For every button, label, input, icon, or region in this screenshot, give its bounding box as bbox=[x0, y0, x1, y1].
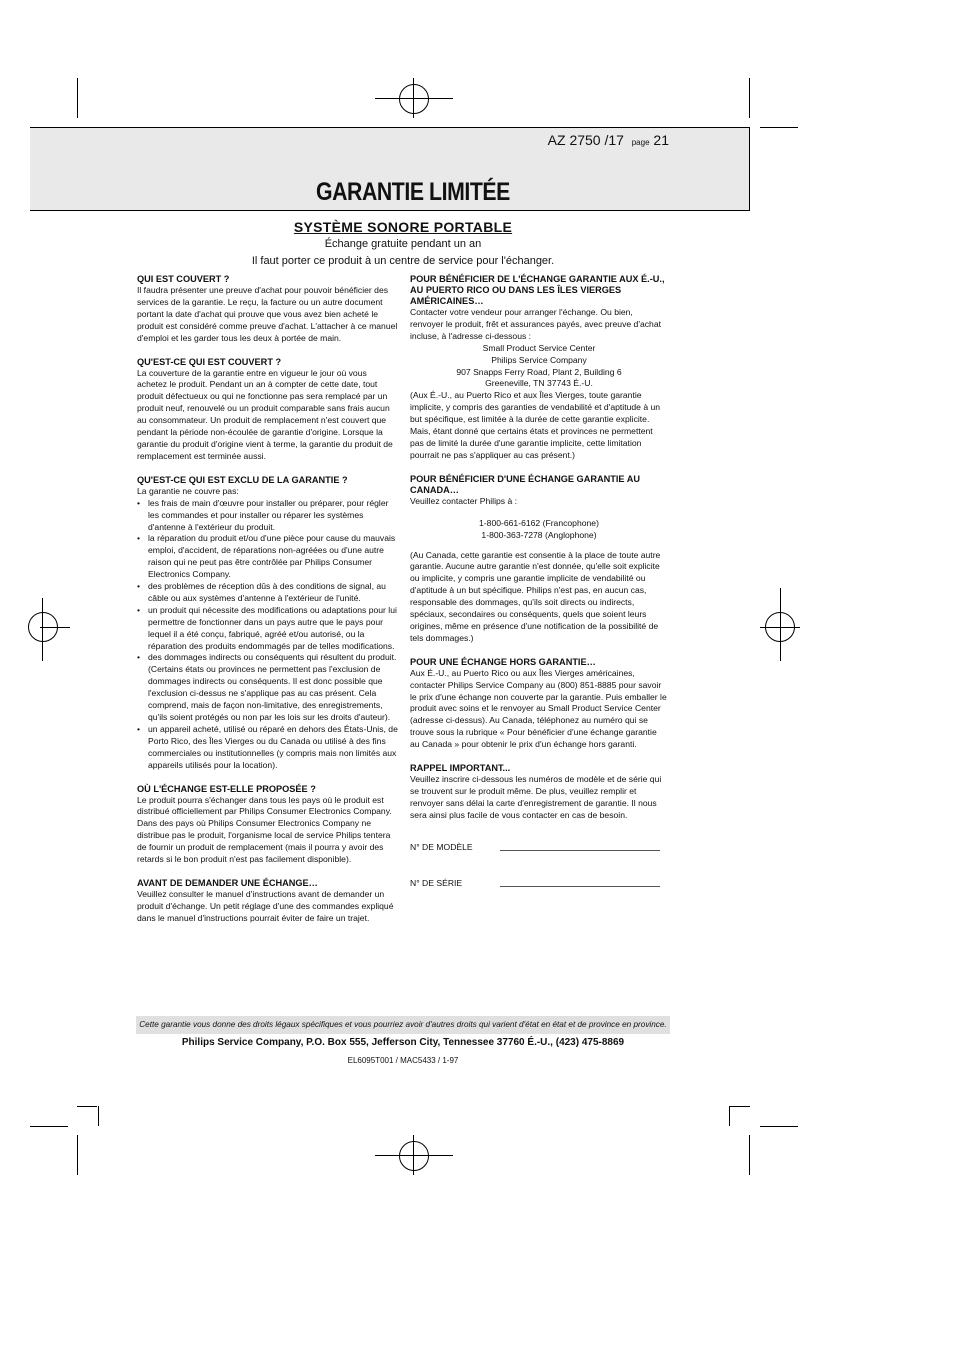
address-line: Philips Service Company bbox=[491, 354, 587, 365]
section-heading: QU'EST-CE QUI EST EXCLU DE LA GARANTIE ? bbox=[137, 474, 348, 485]
section-text: Veuillez inscrire ci-dessous les numéros de modèle et de série qui se trouvent sur le produit même. De plus, veuillez remplir et renvoyer sans délai la carte d'enregistrement de garantie. Il nous sera ainsi plus facile de vous contacter en cas de besoin. bbox=[410, 774, 662, 820]
registration-mark bbox=[765, 612, 795, 642]
list-item: • un appareil acheté, utilisé ou réparé en dehors des États-Unis, de Porto Rico, des Îles Vierges ou du Canada ou utilisé à des fins commerciales ou institutionnelles (y compris mais non limités aux appareils utilisés pour la location). bbox=[137, 724, 399, 772]
section-text: Aux É.-U., au Puerto Rico ou aux Îles Vierges américaines, contacter Philips Service Company au (800) 851-8885 pour savoir le prix d'une échange non couverte par la garantie. Puis emballer le produit avec soins et le renvoyer au Small Product Service Center (adresse ci-dessus). Au Canada, téléphonez au numéro qui se trouve sous la rubrique « Pour bénéficier d'une échange garantie au Canada » pour obtenir le prix d'un échange hors garanti. bbox=[410, 667, 667, 750]
section-text: Contacter votre vendeur pour arranger l'échange. Ou bien, renvoyer le produit, frêt et assurances payés, avec preuve d'achat incluse, à l'adresse ci-dessous : bbox=[410, 307, 661, 341]
crop-mark bbox=[77, 1135, 78, 1175]
list-item: • des problèmes de réception dûs à des conditions de signal, au câble ou aux systèmes d'antenne à l'extérieur de l'unité. bbox=[137, 581, 399, 605]
crop-mark bbox=[98, 1106, 99, 1126]
registration-mark bbox=[399, 84, 429, 114]
section-text: La couverture de la garantie entre en vigueur le jour où vous achetez le produit. Pendant un an à compter de cette date, tout produit défectueux ou qui ne fonctionne pas sera remplacé par un produit neuf, renouvelé ou un produit comparable sans frais aucun au consommateur. Un produit de remplacement n'est couvert que pendant la période non-écoulée de garantie d'origine. Lorsque la garantie du produit d'origine vient à terme, la garantie du produit de remplacement est terminée aussi. bbox=[137, 367, 393, 461]
right-column bbox=[410, 274, 668, 890]
section-heading: OÙ L'ÉCHANGE EST-ELLE PROPOSÉE ? bbox=[137, 783, 316, 794]
model-number-label: N° DE MODÈLE bbox=[410, 841, 473, 852]
section-text: Veuillez contacter Philips à : bbox=[410, 495, 518, 506]
crop-mark bbox=[77, 78, 78, 118]
section-text: Veuillez consulter le manuel d'instructions avant de demander un produit d'échange. Un petit réglage d'une des commandes expliqué dans le manuel d'instructions pourrait éviter de faire un trajet. bbox=[137, 888, 394, 923]
section-heading: AVANT DE DEMANDER UNE ÉCHANGE… bbox=[137, 877, 318, 888]
page-label: page bbox=[631, 138, 650, 147]
section-heading: POUR UNE ÉCHANGE HORS GARANTIE… bbox=[410, 656, 596, 667]
phone-line: 1-800-363-7278 (Anglophone) bbox=[481, 529, 597, 540]
section-text: (Aux É.-U., au Puerto Rico et aux Îles Vierges, toute garantie implicite, y compris des garanties de vendabilité et d'aptitude à un but spécifique, est limitée à la durée de cette garantie explicite. Mais, étant donné que certains états et provinces ne permettent pas de limité la durée d'une garantie implicite, cette limitation pourrait ne pas s'appliquer au cas présent.) bbox=[410, 390, 661, 460]
crop-mark bbox=[760, 127, 798, 128]
section-text: La garantie ne couvre pas: bbox=[137, 485, 239, 496]
crop-mark bbox=[729, 1106, 730, 1126]
registration-mark bbox=[28, 612, 58, 642]
address-line: Small Product Service Center bbox=[482, 342, 596, 353]
left-column bbox=[137, 274, 399, 937]
phone-line: 1-800-661-6162 (Francophone) bbox=[479, 517, 599, 528]
intro-line-2: Il faut porter ce produit à un centre de service pour l'échanger. bbox=[251, 255, 555, 267]
crop-mark bbox=[30, 1126, 68, 1127]
model-number-line bbox=[500, 842, 660, 851]
section-text: Le produit pourra s'échanger dans tous les pays où le produit est distribué officiellement par Philips Consumer Electronics Company. Dans des pays où Philips Consumer Electronics Company ne distribue pas le produit, l'organisme local de service Philips tentera de fournir un produit de remplacement (mais il pourra y avoir des retards si le bon produit n'est pas facilement disponible). bbox=[137, 794, 392, 865]
section-heading: QU'EST-CE QUI EST COUVERT ? bbox=[137, 356, 282, 367]
crop-mark bbox=[749, 1135, 750, 1175]
legal-notice: Cette garantie vous donne des droits légaux spécifiques et vous pourriez avoir d'autres droits qui varient d'état en état et de province en province. bbox=[136, 1016, 670, 1034]
exclusion-list bbox=[137, 498, 399, 772]
section-text: (Au Canada, cette garantie est consentie à la place de toute autre garantie. Aucune autre garantie n'est donnée, qu'elle soit explicite ou implicite, y compris une garantie implicite de vendabilité ou d'aptitude à un but spécifique. Philips n'est pas, en aucun cas, responsable des dommages, qu'ils soit directs ou indirects, spéciaux, secondaires ou conséquents, quels que soient leurs origines, même en présence d'une notification de la possibilité de tels dommages.) bbox=[410, 549, 661, 643]
serial-number-line bbox=[500, 878, 660, 887]
section-heading: QUI EST COUVERT ? bbox=[137, 274, 230, 284]
subtitle: SYSTÈME SONORE PORTABLE bbox=[293, 219, 513, 235]
section-text: Il faudra présenter une preuve d'achat pour pouvoir bénéficier des services de la garantie. Le reçu, la facture ou un autre document portant la date d'achat qui prouve que vous avez bien acheté le produit est considéré comme preuve d'achat. L'attacher à ce manuel d'emploi et les garder tous les deux à portée de main. bbox=[137, 285, 398, 343]
model-number: AZ 2750 /17 bbox=[547, 132, 624, 148]
model-page-label bbox=[548, 132, 669, 148]
registration-mark bbox=[399, 1141, 429, 1171]
service-address: Philips Service Company, P.O. Box 555, Jefferson City, Tennessee 37760 É.-U., (423) 475-8869 bbox=[181, 1037, 625, 1048]
section-heading: POUR BÉNÉFICIER DE L'ÉCHANGE GARANTIE AUX É.-U., AU PUERTO RICO OU DANS LES ÎLES VIERGES AMÉRICAINES… bbox=[410, 274, 665, 306]
serial-number-field bbox=[410, 878, 668, 890]
section-heading: RAPPEL IMPORTANT... bbox=[410, 763, 511, 774]
list-item: • un produit qui nécessite des modifications ou adaptations pour lui permettre de fonctionner dans un pays autre que le pays pour lequel il a été conçu, fabriqué, agréé et/ou autorisé, ou la réparation des produits endommagés par de telles modifications. bbox=[137, 605, 399, 653]
page-title: GARANTIE LIMITÉE bbox=[316, 178, 510, 206]
header-band bbox=[30, 127, 750, 211]
list-item: • des dommages indirects ou conséquents qui résultent du produit. (Certains états ou provinces ne permettent pas l'exclusion de dommages indirects ou conséquents. Il est donc possible que l'exclusion ci-dessus ne s'applique pas au cas présent. Cela comprend, mais de façon non-limitative, des enregistrements, qu'ils soient protégés ou non par les lois sur les droits d'auteur). bbox=[137, 652, 399, 723]
address-line: Greeneville, TN 37743 É.-U. bbox=[485, 378, 593, 389]
section-heading: POUR BÉNÉFICIER D'UNE ÉCHANGE GARANTIE AU CANADA… bbox=[410, 473, 641, 495]
address-line: 907 Snapps Ferry Road, Plant 2, Building 6 bbox=[456, 366, 622, 377]
page-number: 21 bbox=[653, 132, 669, 148]
model-number-field bbox=[410, 842, 668, 854]
serial-number-label: N° DE SÉRIE bbox=[410, 877, 463, 888]
crop-mark bbox=[760, 1126, 798, 1127]
document-code: EL6095T001 / MAC5433 / 1-97 bbox=[347, 1056, 459, 1065]
crop-mark bbox=[730, 1106, 750, 1107]
list-item: • les frais de main d'œuvre pour installer ou préparer, pour régler les commandes et pour installer ou réparer les systèmes d'antenne à l'extérieur du produit. bbox=[137, 498, 399, 534]
crop-mark bbox=[77, 1106, 97, 1107]
crop-mark bbox=[749, 78, 750, 118]
list-item: • la réparation du produit et/ou d'une pièce pour cause du mauvais emploi, d'accident, de réparations non-agréées ou d'une autre raison qui ne peut pas être contrôlée par Philips Consumer Electronics Company. bbox=[137, 533, 399, 581]
intro-line-1: Échange gratuite pendant un an bbox=[324, 238, 482, 250]
